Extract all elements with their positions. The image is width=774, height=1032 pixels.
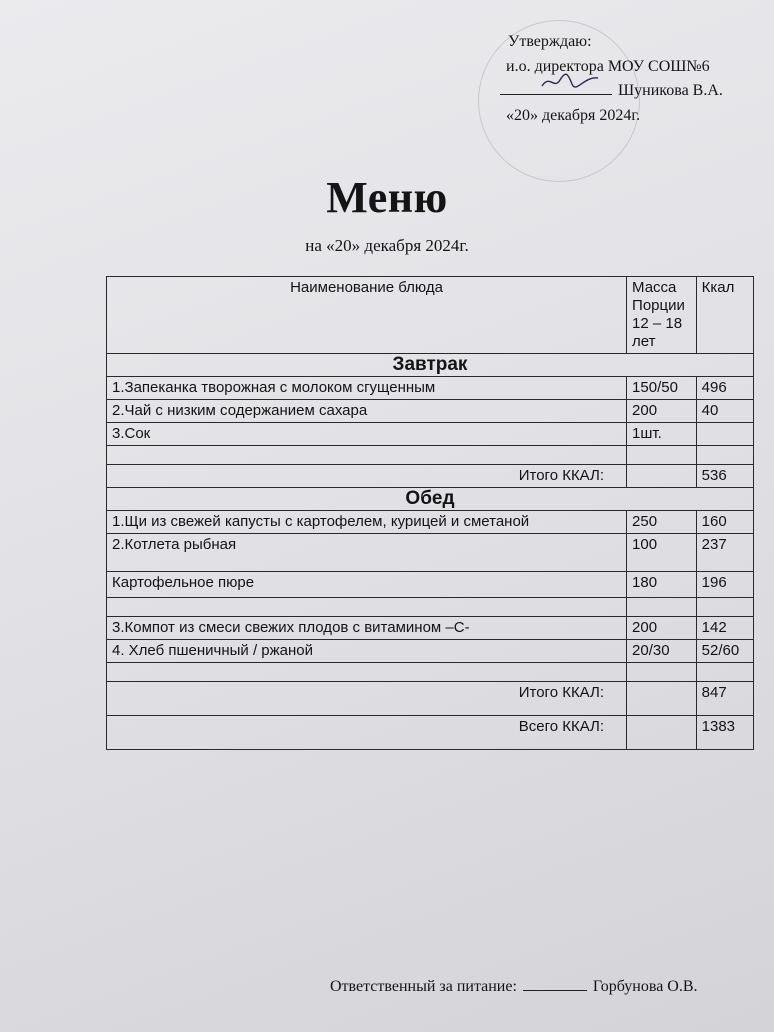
footer-label: Ответственный за питание: — [330, 978, 517, 995]
dish-kcal — [696, 423, 753, 446]
table-row — [107, 534, 754, 572]
lunch-total-row — [107, 682, 754, 716]
dish-name: Картофельное пюре — [107, 572, 627, 598]
dish-kcal: 496 — [696, 377, 753, 400]
dish-mass: 150/50 — [627, 377, 697, 400]
dish-name: 1.Запеканка творожная с молоком сгущенным — [107, 377, 627, 400]
section-lunch — [107, 488, 754, 511]
grand-total-label: Всего ККАЛ: — [107, 716, 627, 750]
menu-table — [106, 276, 754, 750]
total-value: 536 — [696, 465, 753, 488]
table-header-row — [107, 277, 754, 354]
dish-kcal: 160 — [696, 511, 753, 534]
header-name: Наименование блюда — [107, 277, 627, 354]
dish-mass: 200 — [627, 617, 697, 640]
dish-mass: 20/30 — [627, 640, 697, 663]
dish-name: 3.Сок — [107, 423, 627, 446]
dish-kcal: 52/60 — [696, 640, 753, 663]
responsible-signature — [523, 976, 587, 991]
footer-name: Горбунова О.В. — [592, 978, 698, 995]
table-row — [107, 617, 754, 640]
header-kcal: Ккал — [696, 277, 753, 354]
grand-total-row — [107, 716, 754, 750]
total-value: 847 — [696, 682, 753, 716]
table-row — [107, 511, 754, 534]
dish-name: 3.Компот из смеси свежих плодов с витамином –С- — [107, 617, 627, 640]
approval-heading: Утверждаю: — [508, 33, 592, 50]
dish-name: 4. Хлеб пшеничный / ржаной — [107, 640, 627, 663]
dish-mass: 1шт. — [627, 423, 697, 446]
page-title: Меню — [326, 173, 448, 222]
footer-responsible — [330, 976, 698, 996]
director-name: Шуникова В.А. — [618, 82, 723, 99]
section-breakfast — [107, 354, 754, 377]
dish-kcal: 237 — [696, 534, 753, 572]
total-label: Итого ККАЛ: — [107, 682, 627, 716]
dish-mass: 250 — [627, 511, 697, 534]
empty-row — [107, 598, 754, 617]
signature-scribble-icon — [540, 70, 600, 92]
table-row — [107, 572, 754, 598]
approval-position: и.о. директора МОУ СОШ№6 — [506, 57, 710, 75]
page-subtitle: на «20» декабря 2024г. — [305, 236, 469, 255]
table-row — [107, 400, 754, 423]
table-row — [107, 640, 754, 663]
total-label: Итого ККАЛ: — [107, 465, 627, 488]
dish-name: 2.Котлета рыбная — [107, 534, 627, 572]
empty-row — [107, 663, 754, 682]
dish-kcal: 196 — [696, 572, 753, 598]
dish-name: 1.Щи из свежей капусты с картофелем, курицей и сметаной — [107, 511, 627, 534]
dish-mass: 100 — [627, 534, 697, 572]
director-signature — [500, 80, 612, 95]
dish-mass: 180 — [627, 572, 697, 598]
approval-signature-line — [500, 79, 770, 104]
approval-block — [500, 30, 770, 128]
section-label: Завтрак — [107, 354, 754, 377]
dish-kcal: 40 — [696, 400, 753, 423]
empty-row — [107, 446, 754, 465]
dish-mass: 200 — [627, 400, 697, 423]
dish-kcal: 142 — [696, 617, 753, 640]
table-row — [107, 377, 754, 400]
header-mass: Масса Порции 12 – 18 лет — [627, 277, 697, 354]
section-label: Обед — [107, 488, 754, 511]
dish-name: 2.Чай с низким содержанием сахара — [107, 400, 627, 423]
approval-date: «20» декабря 2024г. — [506, 106, 641, 124]
table-row — [107, 423, 754, 446]
breakfast-total-row — [107, 465, 754, 488]
grand-total-value: 1383 — [696, 716, 753, 750]
